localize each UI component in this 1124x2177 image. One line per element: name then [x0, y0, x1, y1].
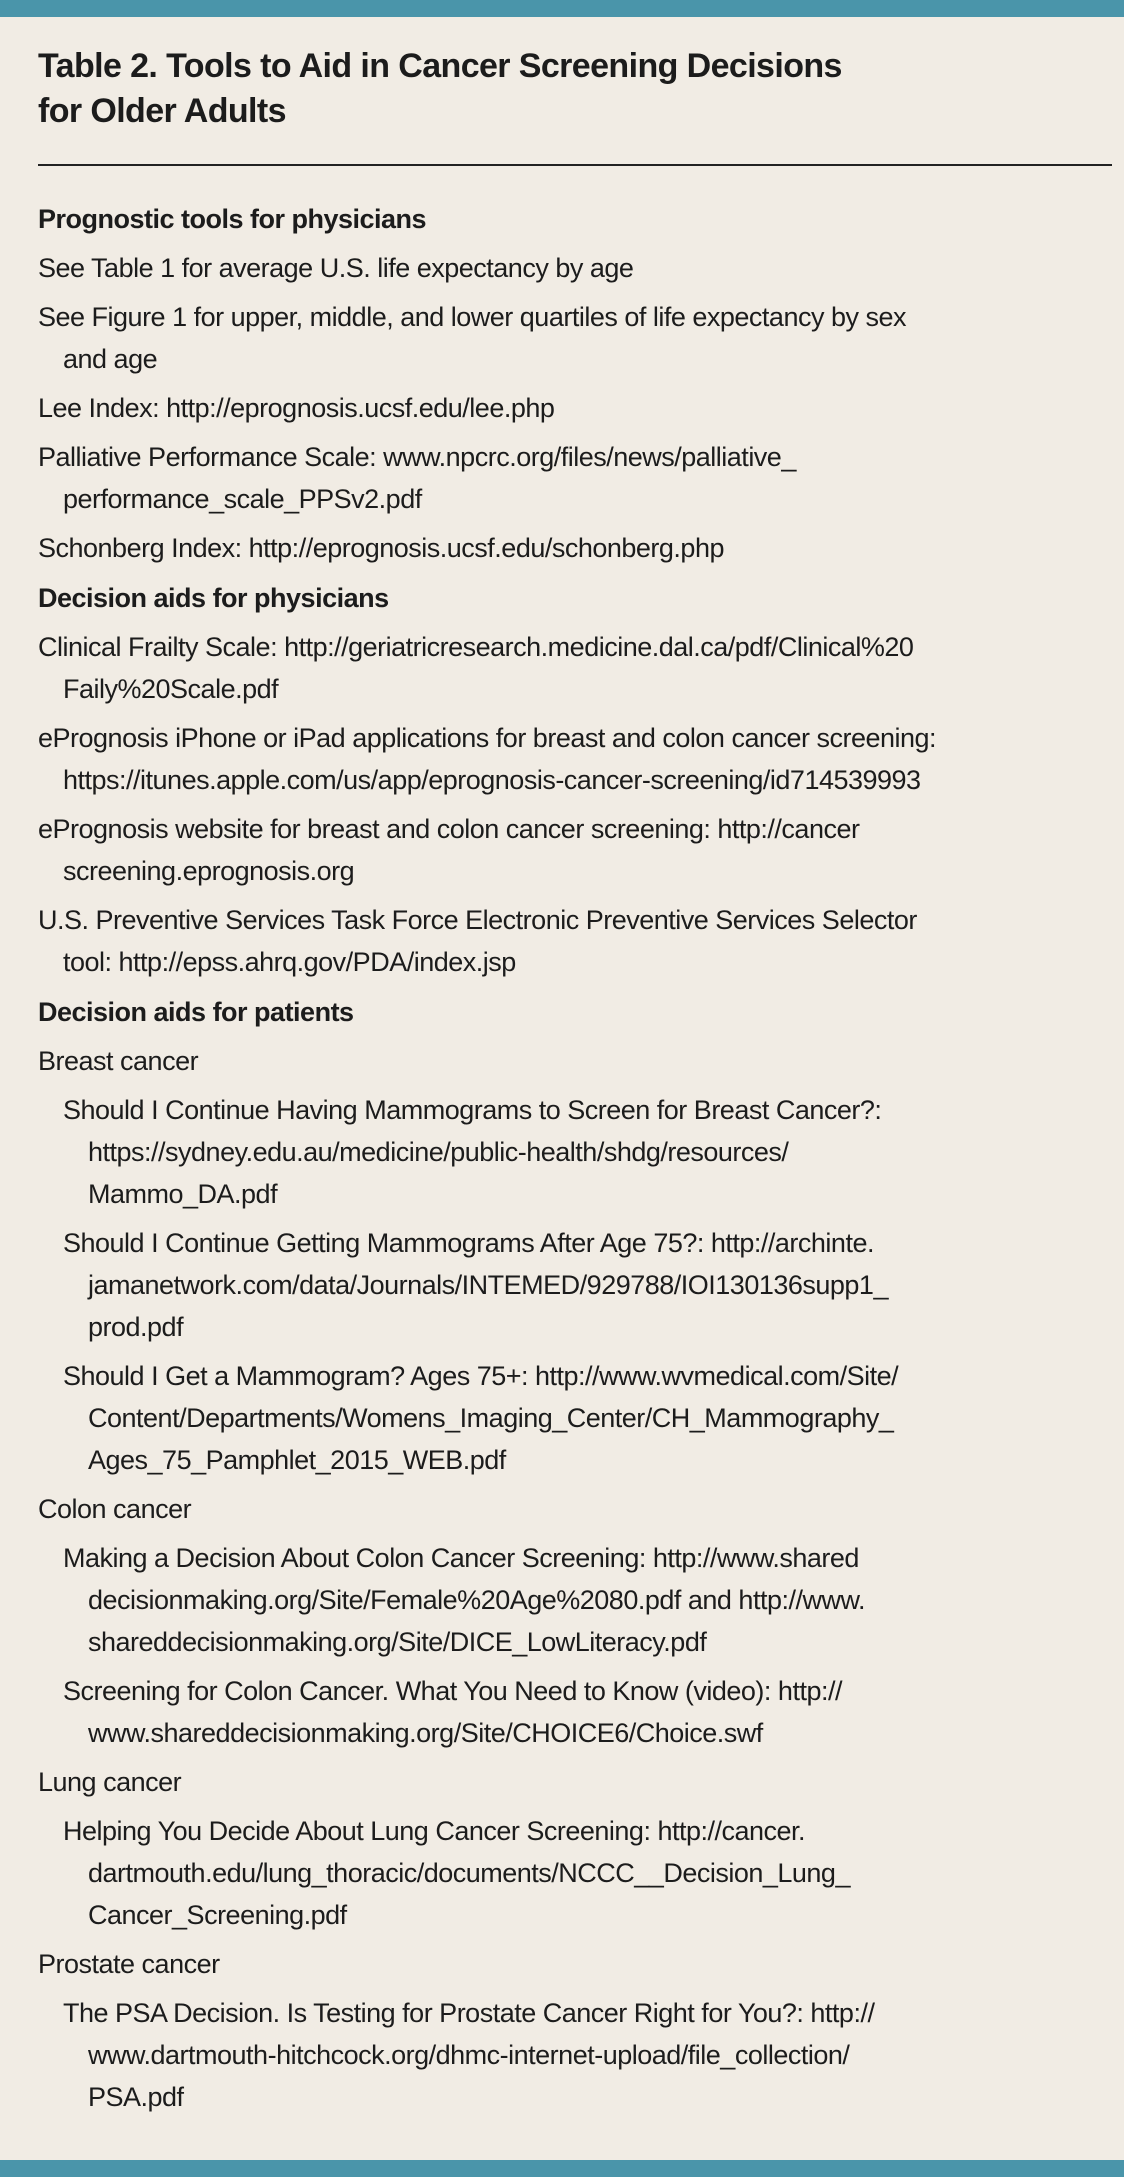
group-label: Lung cancer	[38, 1767, 182, 1797]
list-item	[38, 527, 1118, 569]
group-label: Breast cancer	[38, 1046, 199, 1076]
list-item	[38, 387, 1118, 429]
item-text-line: tool: http://epss.ahrq.gov/PDA/index.jsp	[63, 947, 516, 977]
item-text-line: The PSA Decision. Is Testing for Prostate Cancer Right for You?: http://	[63, 1998, 875, 2028]
item-text-line: www.dartmouth-hitchcock.org/dhmc-internet-upload/file_collection/	[88, 2040, 850, 2070]
item-text-line: Content/Departments/Womens_Imaging_Center/CH_Mammography_	[88, 1403, 894, 1433]
item-text-line: ePrognosis website for breast and colon cancer screening: http://cancer	[38, 814, 860, 844]
list-item	[38, 1089, 1118, 1215]
item-text-line: Schonberg Index: http://eprognosis.ucsf.edu/schonberg.php	[38, 533, 724, 563]
item-text-line: prod.pdf	[88, 1312, 184, 1342]
list-item	[38, 1355, 1118, 1481]
item-text-line: Ages_75_Pamphlet_2015_WEB.pdf	[88, 1445, 506, 1475]
table-title	[38, 44, 842, 134]
list-item	[38, 1992, 1118, 2118]
item-text-line: Should I Get a Mammogram? Ages 75+: http://www.wvmedical.com/Site/	[63, 1361, 899, 1391]
item-text-line: See Figure 1 for upper, middle, and lower quartiles of life expectancy by sex	[38, 302, 906, 332]
item-text-line: Should I Continue Having Mammograms to Screen for Breast Cancer?:	[63, 1095, 882, 1125]
list-item	[38, 1537, 1118, 1663]
item-text-line: Cancer_Screening.pdf	[88, 1900, 347, 1930]
item-text-line: Should I Continue Getting Mammograms After Age 75?: http://archinte.	[63, 1228, 874, 1258]
item-text-line: Making a Decision About Colon Cancer Screening: http://www.shared	[63, 1543, 859, 1573]
bottom-accent-bar	[0, 2160, 1124, 2177]
item-text-line: www.shareddecisionmaking.org/Site/CHOICE6/Choice.swf	[88, 1718, 763, 1748]
item-text-line: https://sydney.edu.au/medicine/public-health/shdg/resources/	[88, 1137, 789, 1167]
section-heading: Decision aids for physicians	[38, 583, 389, 613]
item-text-line: decisionmaking.org/Site/Female%20Age%2080.pdf and http://www.	[88, 1585, 865, 1615]
item-text-line: Helping You Decide About Lung Cancer Screening: http://cancer.	[63, 1816, 806, 1846]
title-line: Table 2. Tools to Aid in Cancer Screening Decisions	[38, 47, 842, 85]
item-text-line: shareddecisionmaking.org/Site/DICE_LowLiteracy.pdf	[88, 1627, 707, 1657]
list-item	[38, 296, 1118, 380]
item-text-line: jamanetwork.com/data/Journals/INTEMED/929788/IOI130136supp1_	[88, 1270, 888, 1300]
list-item	[38, 899, 1118, 983]
table-content	[38, 198, 1118, 2118]
item-text-line: Palliative Performance Scale: www.npcrc.org/files/news/palliative_	[38, 442, 796, 472]
item-text-line: and age	[63, 344, 158, 374]
section-heading: Prognostic tools for physicians	[38, 204, 427, 234]
group-label: Prostate cancer	[38, 1949, 220, 1979]
list-item	[38, 717, 1118, 801]
item-text-line: ePrognosis iPhone or iPad applications for breast and colon cancer screening:	[38, 723, 937, 753]
list-item	[38, 808, 1118, 892]
item-text-line: Clinical Frailty Scale: http://geriatricresearch.medicine.dal.ca/pdf/Clinical%20	[38, 632, 914, 662]
section-heading: Decision aids for patients	[38, 997, 354, 1027]
title-divider	[38, 164, 1112, 166]
item-text-line: https://itunes.apple.com/us/app/eprognosis-cancer-screening/id714539993	[63, 765, 921, 795]
list-item	[38, 1810, 1118, 1936]
item-text-line: screening.eprognosis.org	[63, 856, 355, 886]
title-line: for Older Adults	[38, 92, 286, 130]
item-text-line: performance_scale_PPSv2.pdf	[63, 484, 422, 514]
item-text-line: Screening for Colon Cancer. What You Need to Know (video): http://	[63, 1676, 842, 1706]
item-text-line: Lee Index: http://eprognosis.ucsf.edu/lee.php	[38, 393, 555, 423]
top-accent-bar	[0, 0, 1124, 17]
item-text-line: See Table 1 for average U.S. life expectancy by age	[38, 253, 634, 283]
item-text-line: Faily%20Scale.pdf	[63, 674, 279, 704]
group-label: Colon cancer	[38, 1494, 192, 1524]
list-item	[38, 1670, 1118, 1754]
item-text-line: dartmouth.edu/lung_thoracic/documents/NCCC__Decision_Lung_	[88, 1858, 850, 1888]
list-item	[38, 1222, 1118, 1348]
list-item	[38, 247, 1118, 289]
list-item	[38, 626, 1118, 710]
list-item	[38, 436, 1118, 520]
item-text-line: PSA.pdf	[88, 2082, 184, 2112]
item-text-line: Mammo_DA.pdf	[88, 1179, 278, 1209]
item-text-line: U.S. Preventive Services Task Force Electronic Preventive Services Selector	[38, 905, 917, 935]
